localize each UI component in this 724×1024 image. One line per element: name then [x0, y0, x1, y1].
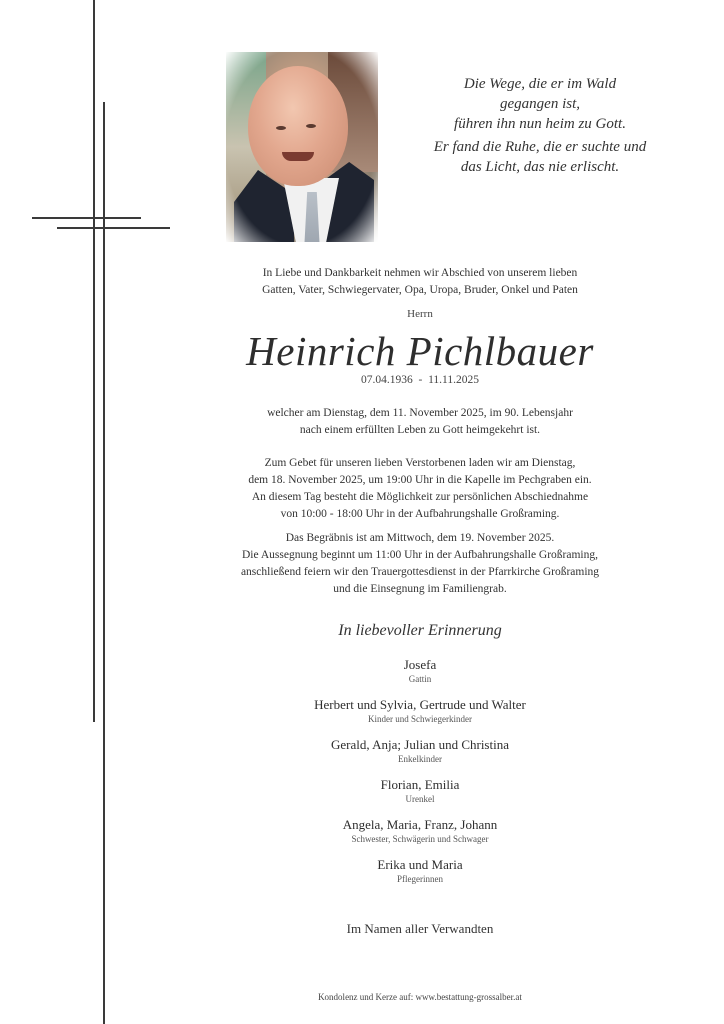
intro-line: In Liebe und Dankbarkeit nehmen wir Abschied von unserem lieben — [262, 267, 578, 279]
family-group — [200, 776, 640, 806]
memory-heading: In liebevoller Erinnerung — [338, 622, 502, 639]
poem — [420, 74, 660, 177]
cross-vertical-line-1 — [93, 0, 95, 722]
prayer-line: An diesem Tag besteht die Möglichkeit zur persönlichen Abschiednahme — [251, 491, 589, 503]
closing-text: Im Namen aller Verwandten — [346, 921, 494, 936]
cross-horizontal-line-1 — [32, 217, 141, 219]
prayer-line: von 10:00 - 18:00 Uhr in der Aufbahrungshalle Großraming. — [280, 508, 560, 520]
prayer-line: Zum Gebet für unseren lieben Verstorbenen laden wir am Dienstag, — [264, 457, 576, 469]
family-names: Florian, Emilia — [380, 777, 460, 792]
photo-eye-right — [306, 124, 316, 128]
poem-line: Er fand die Ruhe, die er suchte und — [433, 139, 647, 155]
family-list — [200, 656, 640, 896]
poem-line: führen ihn nun heim zu Gott. — [454, 116, 626, 132]
passing-line: nach einem erfüllten Leben zu Gott heimgekehrt ist. — [299, 424, 541, 436]
portrait-photo — [226, 52, 378, 242]
family-group — [200, 656, 640, 686]
funeral-line: Das Begräbnis ist am Mittwoch, dem 19. November 2025. — [285, 532, 555, 544]
family-names: Angela, Maria, Franz, Johann — [342, 817, 498, 832]
passing-text — [200, 405, 640, 439]
family-group — [200, 696, 640, 726]
deceased-name: Heinrich Pichlbauer — [246, 328, 594, 374]
poem-stanza-2 — [420, 137, 660, 177]
family-group — [200, 856, 640, 886]
intro-text — [200, 265, 640, 299]
funeral-line: anschließend feiern wir den Trauergottesdienst in der Pfarrkirche Großraming — [240, 566, 600, 578]
funeral-line: und die Einsegnung im Familiengrab. — [333, 583, 507, 595]
passing-line: welcher am Dienstag, dem 11. November 2025, im 90. Lebensjahr — [267, 407, 573, 419]
family-relation: Gattin — [408, 674, 432, 684]
funeral-line: Die Aussegnung beginnt um 11:00 Uhr in der Aufbahrungshalle Großraming, — [241, 549, 599, 561]
poem-stanza-1 — [420, 74, 660, 134]
family-names: Erika und Maria — [377, 857, 463, 872]
family-relation: Pflegerinnen — [397, 874, 443, 884]
poem-line: Die Wege, die er im Wald — [463, 76, 617, 92]
photo-mouth — [282, 152, 314, 161]
photo-eye-left — [276, 126, 286, 130]
funeral-text — [200, 530, 640, 598]
poem-line: das Licht, das nie erlischt. — [460, 159, 620, 175]
poem-line: gegangen ist, — [500, 96, 580, 112]
photo-face — [248, 66, 348, 186]
family-relation: Kinder und Schwiegerkinder — [368, 714, 472, 724]
prayer-line: dem 18. November 2025, um 19:00 Uhr in die Kapelle im Pechgraben ein. — [248, 474, 592, 486]
family-names: Herbert und Sylvia, Gertrude und Walter — [314, 697, 526, 712]
salutation: Herrn — [407, 308, 433, 320]
life-dates: 07.04.1936 - 11.11.2025 — [361, 374, 479, 386]
cross-horizontal-line-2 — [57, 227, 170, 229]
family-relation: Enkelkinder — [398, 754, 442, 764]
family-relation: Schwester, Schwägerin und Schwager — [351, 834, 489, 844]
family-group — [200, 816, 640, 846]
condolence-footer: Kondolenz und Kerze auf: www.bestattung-grossalber.at — [318, 992, 522, 1002]
family-names: Josefa — [403, 657, 437, 672]
family-group — [200, 736, 640, 766]
cross-vertical-line-2 — [103, 102, 105, 1024]
family-relation: Urenkel — [405, 794, 435, 804]
prayer-text — [200, 455, 640, 523]
intro-line: Gatten, Vater, Schwiegervater, Opa, Uropa, Bruder, Onkel und Paten — [262, 284, 578, 296]
family-names: Gerald, Anja; Julian und Christina — [330, 737, 509, 752]
